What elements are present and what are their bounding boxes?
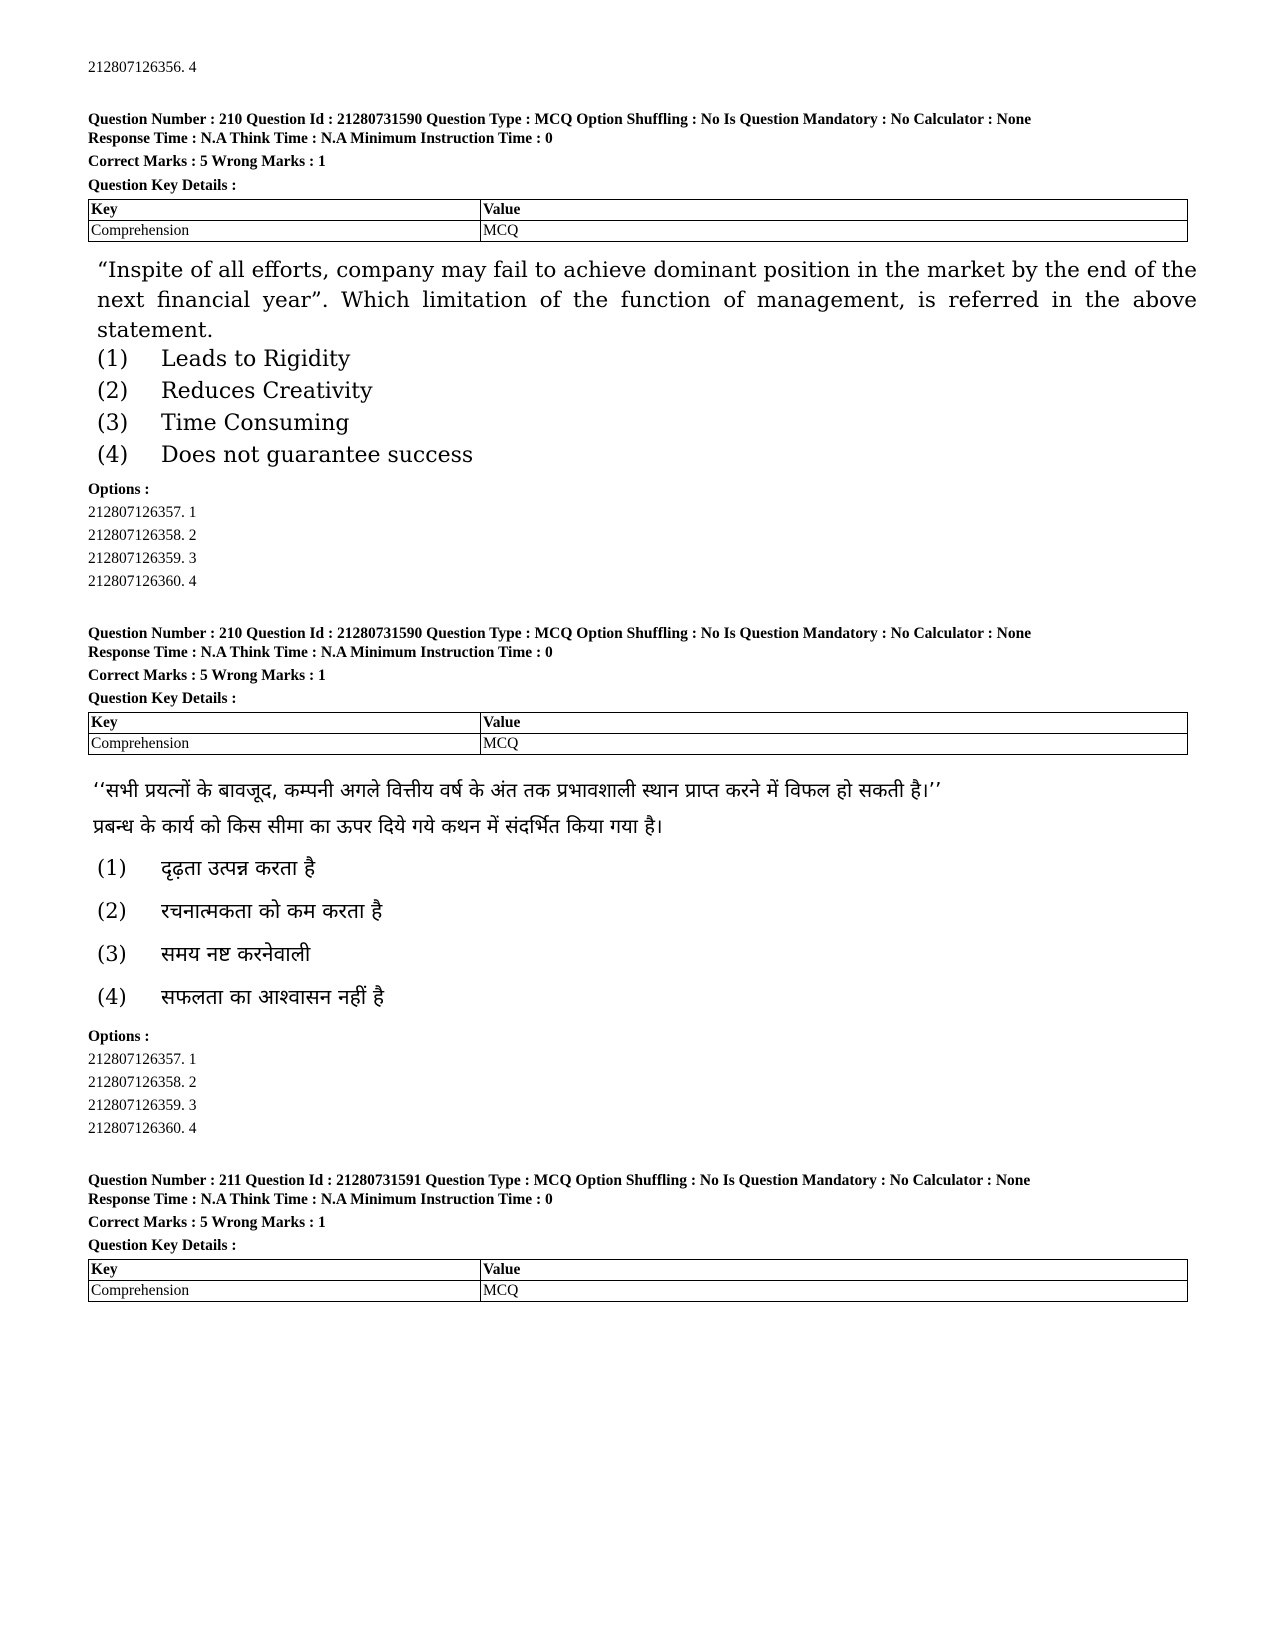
key-details-label: Question Key Details :	[88, 690, 237, 707]
choice-2	[97, 896, 382, 926]
option-id-row: 212807126359. 3	[88, 1097, 197, 1114]
question-meta-line1: Question Number : 210 Question Id : 21280731590 Question Type : MCQ Option Shuffling : No Is Question Mandatory : No Calculator : None	[88, 111, 1032, 128]
table-cell-value: MCQ	[481, 734, 1188, 755]
table-row	[89, 1281, 1188, 1302]
choice-number: (1)	[97, 856, 127, 880]
options-label: Options :	[88, 1028, 150, 1045]
question-text-hindi-line1: ‘‘सभी प्रयत्नों के बावजूद, कम्पनी अगले वित्तीय वर्ष के अंत तक प्रभावशाली स्थान प्राप्त करने में विफल हो सकती है।’’	[93, 778, 942, 802]
option-id-row: 212807126358. 2	[88, 527, 197, 544]
choice-4	[97, 982, 384, 1012]
choice-number: (4)	[97, 985, 127, 1009]
table-header-key: Key	[89, 713, 481, 734]
option-id-row: 212807126359. 3	[88, 550, 197, 567]
choice-number: (3)	[97, 942, 127, 966]
table-row	[89, 734, 1188, 755]
question-meta-line2: Response Time : N.A Think Time : N.A Minimum Instruction Time : 0	[88, 644, 553, 661]
table-cell-value: MCQ	[481, 1281, 1188, 1302]
choice-number: (3)	[97, 411, 129, 436]
table-header-row	[89, 200, 1188, 221]
key-details-table	[88, 712, 1188, 755]
table-header-value: Value	[481, 1260, 1188, 1281]
choice-text: दृढ़ता उत्पन्न करता है	[161, 856, 316, 880]
choice-3	[97, 939, 310, 969]
table-header-value: Value	[481, 713, 1188, 734]
choice-4	[97, 441, 473, 471]
marks-line: Correct Marks : 5 Wrong Marks : 1	[88, 153, 326, 170]
option-id-row: 212807126360. 4	[88, 573, 197, 590]
choice-text: Reduces Creativity	[161, 379, 373, 404]
choice-text: सफलता का आश्वासन नहीं है	[161, 985, 385, 1009]
choice-1	[97, 345, 350, 375]
choice-number: (2)	[97, 379, 129, 404]
choice-text: Does not guarantee success	[161, 443, 474, 468]
question-meta-line1: Question Number : 210 Question Id : 21280731590 Question Type : MCQ Option Shuffling : No Is Question Mandatory : No Calculator : None	[88, 625, 1032, 642]
choice-1	[97, 853, 315, 883]
choice-text: Time Consuming	[161, 411, 350, 436]
choice-text: रचनात्मकता को कम करता है	[161, 899, 383, 923]
key-details-table	[88, 199, 1188, 242]
key-details-label: Question Key Details :	[88, 177, 237, 194]
marks-line: Correct Marks : 5 Wrong Marks : 1	[88, 667, 326, 684]
table-header-key: Key	[89, 1260, 481, 1281]
key-details-table	[88, 1259, 1188, 1302]
table-cell-key: Comprehension	[89, 221, 481, 242]
key-details-label: Question Key Details :	[88, 1237, 237, 1254]
choice-3	[97, 409, 349, 439]
option-id-row: 212807126358. 2	[88, 1074, 197, 1091]
options-label: Options :	[88, 481, 150, 498]
table-cell-key: Comprehension	[89, 734, 481, 755]
option-id-row: 212807126360. 4	[88, 1120, 197, 1137]
table-cell-key: Comprehension	[89, 1281, 481, 1302]
option-id-row: 212807126357. 1	[88, 1051, 197, 1068]
table-header-value: Value	[481, 200, 1188, 221]
choice-text: Leads to Rigidity	[161, 347, 351, 372]
marks-line: Correct Marks : 5 Wrong Marks : 1	[88, 1214, 326, 1231]
question-meta-line1: Question Number : 211 Question Id : 21280731591 Question Type : MCQ Option Shuffling : No Is Question Mandatory : No Calculator : None	[88, 1172, 1031, 1189]
choice-number: (1)	[97, 347, 129, 372]
table-row	[89, 221, 1188, 242]
choice-number: (4)	[97, 443, 129, 468]
table-header-row	[89, 1260, 1188, 1281]
question-meta-line2: Response Time : N.A Think Time : N.A Minimum Instruction Time : 0	[88, 130, 553, 147]
option-id-row: 212807126357. 1	[88, 504, 197, 521]
choice-number: (2)	[97, 899, 127, 923]
question-text-english: “Inspite of all efforts, company may fail to achieve dominant position in the market by the end of the next financial year”. Which limitation of the function of management, is referred in the above statement.	[97, 258, 1197, 343]
choice-text: समय नष्ट करनेवाली	[161, 942, 311, 966]
question-meta-line2: Response Time : N.A Think Time : N.A Minimum Instruction Time : 0	[88, 1191, 553, 1208]
choice-2	[97, 377, 373, 407]
table-header-key: Key	[89, 200, 481, 221]
question-text-hindi-line2: प्रबन्ध के कार्य को किस सीमा का ऊपर दिये गये कथन में संदर्भित किया गया है।	[93, 814, 663, 838]
table-cell-value: MCQ	[481, 221, 1188, 242]
page-header-option-id: 212807126356. 4	[88, 59, 197, 76]
table-header-row	[89, 713, 1188, 734]
